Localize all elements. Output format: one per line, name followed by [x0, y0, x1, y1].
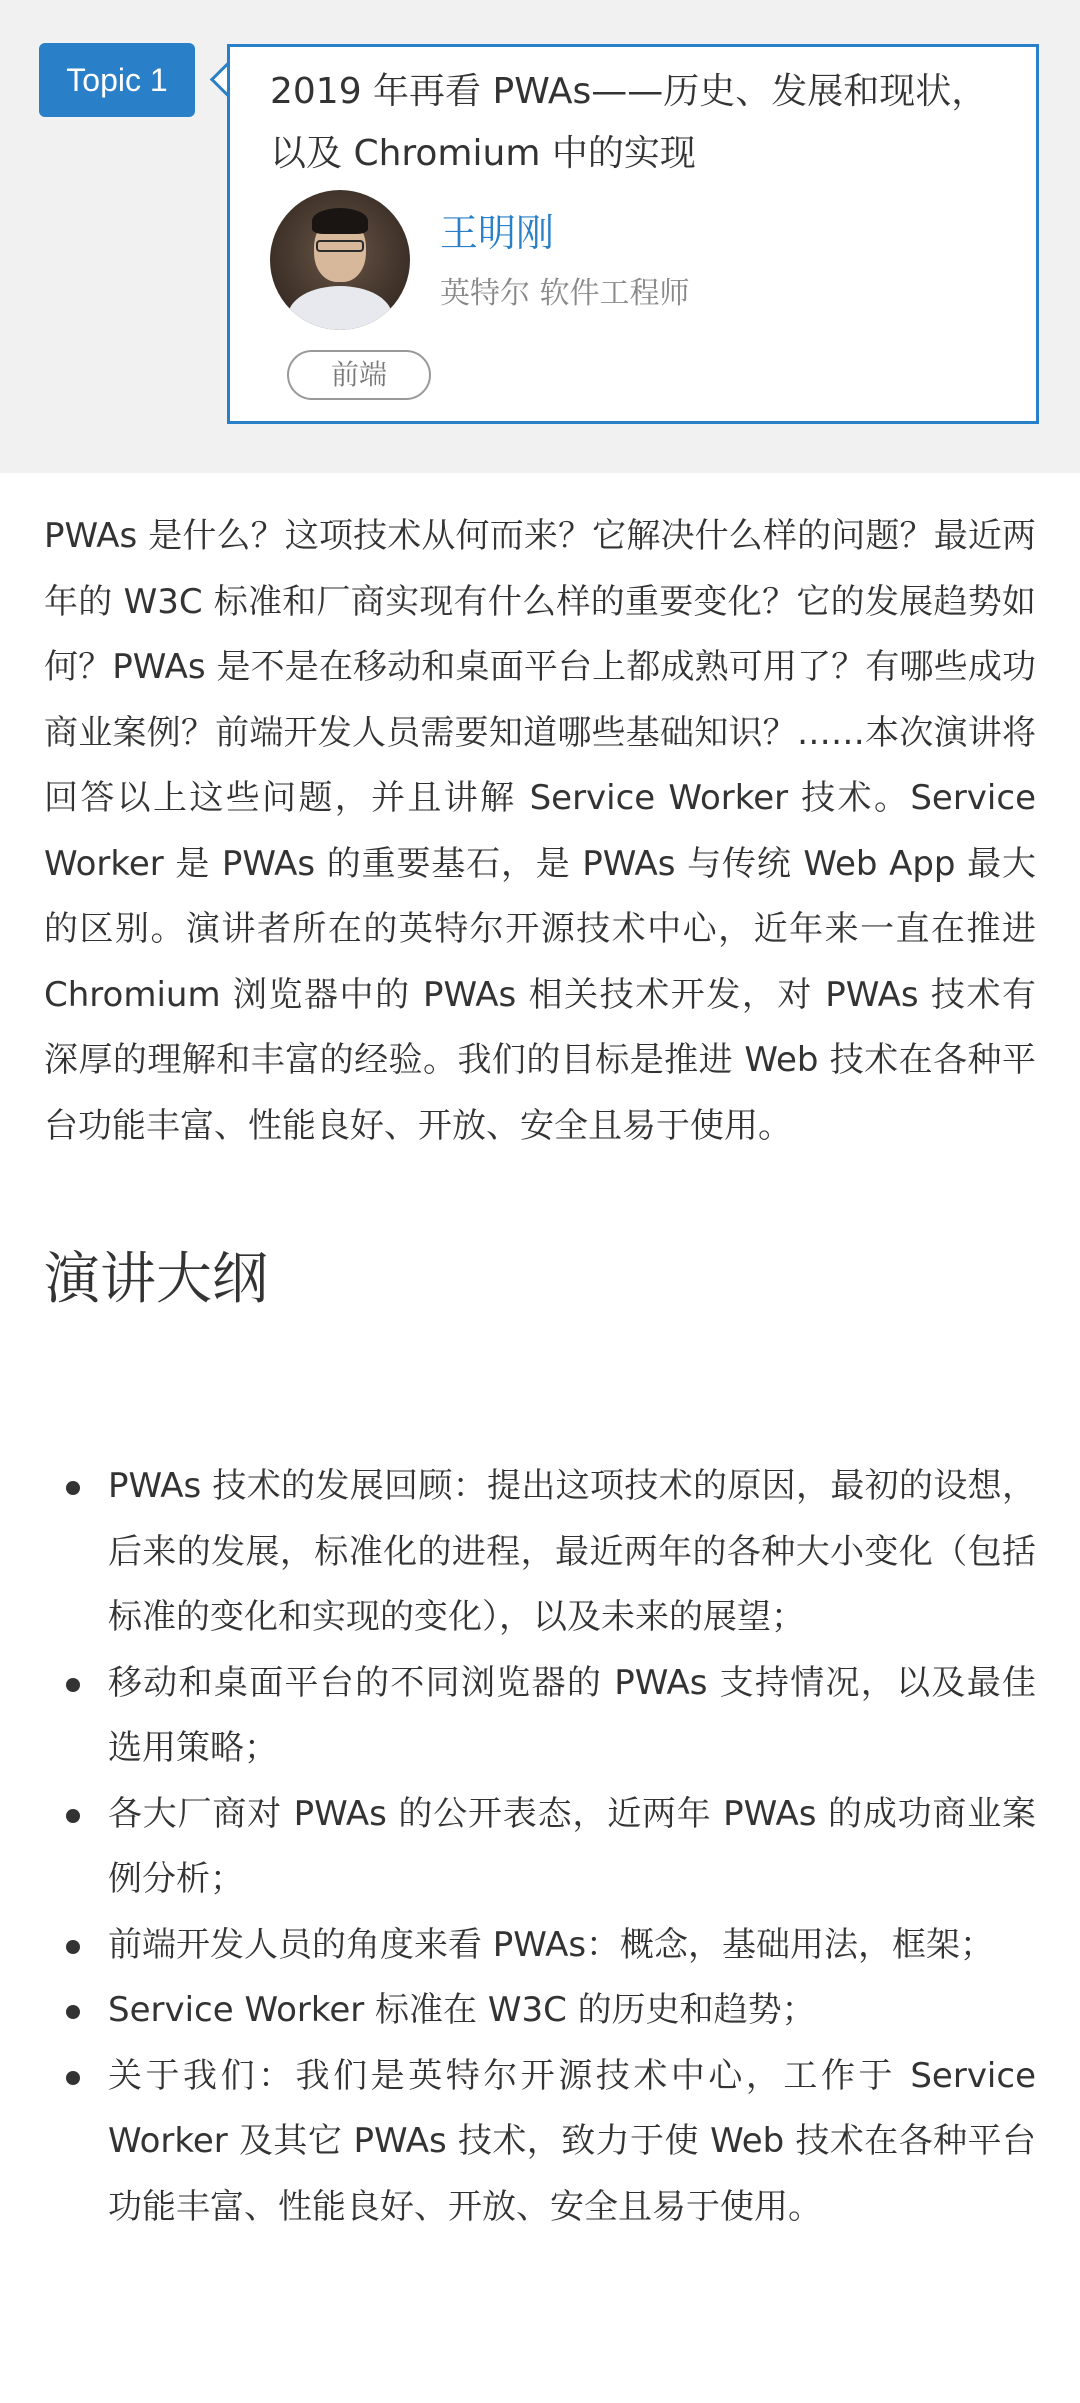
outline-heading: 演讲大纲 — [44, 1247, 268, 1312]
outline-item — [44, 2044, 1036, 2241]
bullet-icon — [66, 2071, 80, 2085]
outline-item — [44, 1913, 1036, 1979]
outline-item-text: 各大厂商对 PWAs 的公开表态，近两年 PWAs 的成功商业案例分析； — [108, 1793, 1036, 1899]
avatar-glasses — [316, 240, 364, 252]
content — [44, 504, 1036, 1315]
outline-list — [44, 1454, 1036, 2240]
bullet-icon — [66, 1940, 80, 1954]
topic-section — [0, 0, 1080, 473]
speaker-name[interactable]: 王明刚 — [440, 211, 555, 255]
speaker-avatar — [270, 190, 410, 330]
outline-item-text: 关于我们：我们是英特尔开源技术中心，工作于 Service Worker 及其它 PWAs 技术，致力于使 Web 技术在各种平台功能丰富、性能良好、开放、安全且易于使用。 — [108, 2055, 1036, 2227]
topic-card — [227, 44, 1039, 424]
tag-chip[interactable]: 前端 — [287, 350, 431, 400]
bullet-icon — [66, 2005, 80, 2019]
outline-item-text: 移动和桌面平台的不同浏览器的 PWAs 支持情况，以及最佳选用策略； — [108, 1662, 1036, 1768]
speaker-role: 英特尔 软件工程师 — [440, 276, 690, 311]
outline-item — [44, 1978, 1036, 2044]
avatar-shirt — [288, 286, 392, 330]
bullet-icon — [66, 1809, 80, 1823]
talk-title: 2019 年再看 PWAs——历史、发展和现状，以及 Chromium 中的实现 — [270, 71, 988, 174]
bullet-icon — [66, 1678, 80, 1692]
outline-item-text: PWAs 技术的发展回顾：提出这项技术的原因，最初的设想，后来的发展，标准化的进程，最近两年的各种大小变化（包括标准的变化和实现的变化），以及未来的展望； — [108, 1466, 1036, 1637]
outline-item — [44, 1651, 1036, 1782]
outline-item — [44, 1782, 1036, 1913]
intro-paragraph: PWAs 是什么？这项技术从何而来？它解决什么样的问题？最近两年的 W3C 标准和厂商实现有什么样的重要变化？它的发展趋势如何？PWAs 是不是在移动和桌面平台上都成熟可用了？有哪些成功商业案例？前端开发人员需要知道哪些基础知识？……本次演讲将回答以上这些问题，并且讲解 Service Worker 技术。Service Worker 是 PWAs 的重要基石，是 PWAs 与传统 Web App 最大的区别。演讲者所在的英特尔开源技术中心，近年来一直在推进 Chromium 浏览器中的 PWAs 相关技术开发，对 PWAs 技术有深厚的理解和丰富的经验。我们的目标是推进 Web 技术在各种平台功能丰富、性能良好、开放、安全且易于使用。 — [44, 516, 1036, 1146]
topic-badge: Topic 1 — [39, 43, 195, 117]
avatar-hair — [312, 208, 368, 234]
outline-item-text: 前端开发人员的角度来看 PWAs：概念，基础用法，框架； — [108, 1924, 995, 1965]
outline-item — [44, 1454, 1036, 1651]
outline-item-text: Service Worker 标准在 W3C 的历史和趋势； — [108, 1990, 816, 2030]
bullet-icon — [66, 1481, 80, 1495]
